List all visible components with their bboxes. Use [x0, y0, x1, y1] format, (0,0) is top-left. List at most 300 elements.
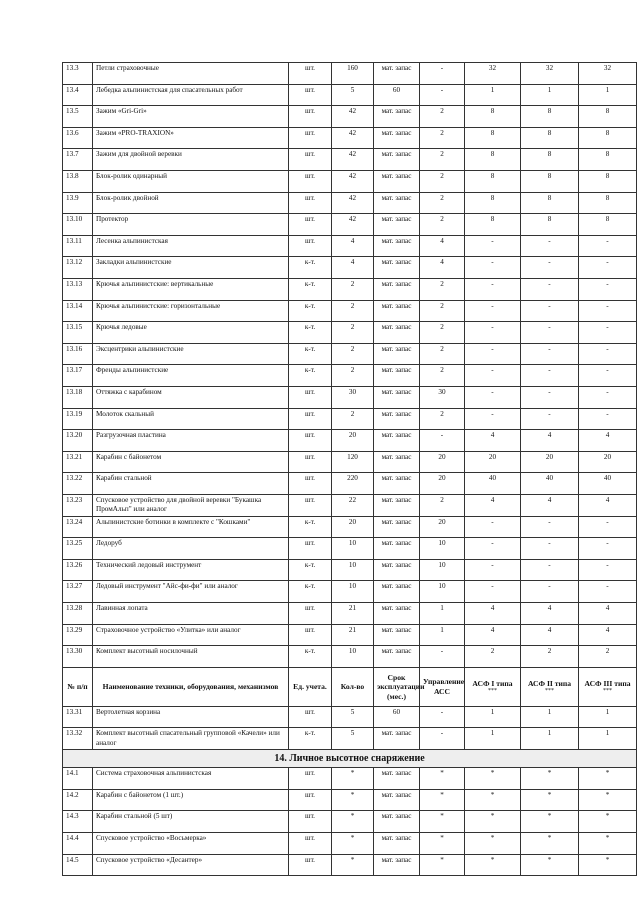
asf2-value: 8	[521, 170, 579, 192]
quantity: *	[332, 811, 374, 833]
header-asf3-stars: ***	[603, 688, 612, 695]
service-term: мат. запас	[374, 127, 420, 149]
header-asf3	[579, 667, 637, 706]
acc-value: *	[420, 811, 465, 833]
table-row	[63, 127, 637, 149]
item-name: Комплект высотный носилочный	[93, 646, 289, 668]
asf1-value: 8	[465, 192, 521, 214]
service-term: мат. запас	[374, 624, 420, 646]
header-asf2-label: АСФ II типа	[527, 678, 572, 688]
asf1-value: 4	[465, 603, 521, 625]
asf2-value: -	[521, 516, 579, 538]
quantity: 22	[332, 494, 374, 516]
item-name: Лесенка альпинистская	[93, 235, 289, 257]
acc-value: -	[420, 646, 465, 668]
unit: шт.	[289, 854, 332, 876]
service-term: мат. запас	[374, 278, 420, 300]
asf3-value: 1	[579, 84, 637, 106]
asf3-value: 8	[579, 170, 637, 192]
header-qty: Кол-во	[332, 667, 374, 706]
asf3-value: -	[579, 386, 637, 408]
item-name: Вертолетная корзина	[93, 706, 289, 728]
table-row	[63, 106, 637, 128]
asf1-value: 8	[465, 149, 521, 171]
asf2-value: -	[521, 365, 579, 387]
asf2-value: -	[521, 559, 579, 581]
asf3-value: -	[579, 278, 637, 300]
acc-value: -	[420, 63, 465, 85]
acc-value: 20	[420, 473, 465, 495]
table-row	[63, 63, 637, 85]
quantity: 2	[332, 343, 374, 365]
service-term: мат. запас	[374, 833, 420, 855]
asf1-value: 2	[465, 646, 521, 668]
item-name: Крючья ледовые	[93, 322, 289, 344]
quantity: 20	[332, 516, 374, 538]
service-term: мат. запас	[374, 149, 420, 171]
asf2-value: -	[521, 322, 579, 344]
acc-value: 1	[420, 603, 465, 625]
acc-value: 10	[420, 559, 465, 581]
asf1-value: 32	[465, 63, 521, 85]
acc-value: 2	[420, 127, 465, 149]
row-number: 13.7	[63, 149, 93, 171]
table-row	[63, 278, 637, 300]
asf2-value: *	[521, 854, 579, 876]
quantity: 42	[332, 192, 374, 214]
asf2-value: *	[521, 811, 579, 833]
asf2-value: *	[521, 833, 579, 855]
asf3-value: 8	[579, 106, 637, 128]
table-row	[63, 789, 637, 811]
quantity: *	[332, 789, 374, 811]
item-name: Блок-ролик одинарный	[93, 170, 289, 192]
service-term: мат. запас	[374, 581, 420, 603]
acc-value: -	[420, 728, 465, 750]
row-number: 14.5	[63, 854, 93, 876]
acc-value: 1	[420, 624, 465, 646]
quantity: 5	[332, 84, 374, 106]
table-row	[63, 646, 637, 668]
table-row	[63, 214, 637, 236]
asf1-value: -	[465, 300, 521, 322]
item-name: Оттяжка с карабином	[93, 386, 289, 408]
service-term: мат. запас	[374, 603, 420, 625]
table-row	[63, 149, 637, 171]
asf3-value: 8	[579, 214, 637, 236]
acc-value: 2	[420, 192, 465, 214]
item-name: Разгрузочная пластина	[93, 430, 289, 452]
table-row	[63, 386, 637, 408]
unit: к-т.	[289, 343, 332, 365]
row-number: 13.11	[63, 235, 93, 257]
asf3-value: 8	[579, 192, 637, 214]
acc-value: 2	[420, 300, 465, 322]
row-number: 14.2	[63, 789, 93, 811]
item-name: Комплект высотный спасательный групповой «Качели» или аналог	[93, 728, 289, 750]
row-number: 13.17	[63, 365, 93, 387]
service-term: мат. запас	[374, 646, 420, 668]
asf3-value: 2	[579, 646, 637, 668]
asf3-value: -	[579, 538, 637, 560]
asf3-value: 1	[579, 728, 637, 750]
quantity: 220	[332, 473, 374, 495]
header-asf2-stars: ***	[545, 688, 554, 695]
asf1-value: 1	[465, 706, 521, 728]
quantity: 42	[332, 106, 374, 128]
quantity: 10	[332, 559, 374, 581]
service-term: мат. запас	[374, 322, 420, 344]
service-term: мат. запас	[374, 257, 420, 279]
service-term: мат. запас	[374, 386, 420, 408]
quantity: 2	[332, 322, 374, 344]
quantity: *	[332, 768, 374, 790]
acc-value: *	[420, 833, 465, 855]
asf3-value: *	[579, 789, 637, 811]
item-name: Технический ледовый инструмент	[93, 559, 289, 581]
quantity: 20	[332, 430, 374, 452]
table-body-section-14	[63, 768, 637, 876]
asf1-value: 8	[465, 214, 521, 236]
acc-value: 20	[420, 451, 465, 473]
asf2-value: 4	[521, 603, 579, 625]
quantity: 21	[332, 624, 374, 646]
row-number: 14.4	[63, 833, 93, 855]
table-body-section-13-cont	[63, 706, 637, 749]
asf2-value: 4	[521, 624, 579, 646]
asf2-value: -	[521, 235, 579, 257]
service-term: 60	[374, 706, 420, 728]
asf1-value: 1	[465, 84, 521, 106]
asf1-value: 4	[465, 624, 521, 646]
asf2-value: 8	[521, 106, 579, 128]
service-term: мат. запас	[374, 214, 420, 236]
acc-value: 2	[420, 278, 465, 300]
asf2-value: 4	[521, 430, 579, 452]
header-asf3-label: АСФ III типа	[584, 678, 631, 688]
item-name: Крючья альпинистские: горизонтальные	[93, 300, 289, 322]
asf2-value: -	[521, 386, 579, 408]
item-name: Страховочное устройство «Улитка» или аналог	[93, 624, 289, 646]
item-name: Спусковое устройство «Восьмерка»	[93, 833, 289, 855]
item-name: Спусковое устройство для двойной веревки "Букашка ПромАльп" или аналог	[93, 494, 289, 516]
unit: шт.	[289, 84, 332, 106]
item-name: Протектор	[93, 214, 289, 236]
asf3-value: 32	[579, 63, 637, 85]
row-number: 13.24	[63, 516, 93, 538]
section-14-heading-group	[63, 750, 637, 768]
asf2-value: 1	[521, 84, 579, 106]
unit: к-т.	[289, 728, 332, 750]
section-14-title: 14. Личное высотное снаряжение	[63, 750, 637, 768]
unit: к-т.	[289, 646, 332, 668]
unit: к-т.	[289, 322, 332, 344]
acc-value: -	[420, 706, 465, 728]
acc-value: 2	[420, 494, 465, 516]
table-row	[63, 559, 637, 581]
quantity: 4	[332, 235, 374, 257]
table-row	[63, 728, 637, 750]
item-name: Эксцентрики альпинистские	[93, 343, 289, 365]
quantity: 2	[332, 300, 374, 322]
unit: к-т.	[289, 278, 332, 300]
unit: шт.	[289, 430, 332, 452]
row-number: 13.20	[63, 430, 93, 452]
table-row	[63, 516, 637, 538]
item-name: Карабин с байонетом (1 шт.)	[93, 789, 289, 811]
unit: шт.	[289, 768, 332, 790]
row-number: 13.29	[63, 624, 93, 646]
table-row	[63, 170, 637, 192]
asf1-value: 40	[465, 473, 521, 495]
acc-value: *	[420, 789, 465, 811]
service-term: мат. запас	[374, 768, 420, 790]
asf3-value: -	[579, 343, 637, 365]
asf3-value: 1	[579, 706, 637, 728]
quantity: 2	[332, 408, 374, 430]
item-name: Ледоруб	[93, 538, 289, 560]
row-number: 13.21	[63, 451, 93, 473]
asf3-value: -	[579, 235, 637, 257]
table-row	[63, 494, 637, 516]
row-number: 13.14	[63, 300, 93, 322]
row-number: 13.4	[63, 84, 93, 106]
unit: шт.	[289, 624, 332, 646]
acc-value: 10	[420, 538, 465, 560]
quantity: 120	[332, 451, 374, 473]
table-row	[63, 768, 637, 790]
asf1-value: -	[465, 343, 521, 365]
header-unit: Ед. учета.	[289, 667, 332, 706]
asf1-value: -	[465, 235, 521, 257]
asf1-value: -	[465, 257, 521, 279]
quantity: 4	[332, 257, 374, 279]
asf3-value: 4	[579, 430, 637, 452]
header-asf2	[521, 667, 579, 706]
row-number: 13.26	[63, 559, 93, 581]
acc-value: 2	[420, 365, 465, 387]
item-name: Крючья альпинистские: вертикальные	[93, 278, 289, 300]
asf3-value: 20	[579, 451, 637, 473]
asf3-value: -	[579, 365, 637, 387]
asf2-value: 8	[521, 149, 579, 171]
asf3-value: -	[579, 559, 637, 581]
row-number: 13.28	[63, 603, 93, 625]
asf3-value: -	[579, 408, 637, 430]
document-page	[62, 62, 636, 876]
header-asf1-label: АСФ I типа	[472, 678, 513, 688]
row-number: 13.12	[63, 257, 93, 279]
table-row	[63, 451, 637, 473]
acc-value: *	[420, 854, 465, 876]
asf1-value: 20	[465, 451, 521, 473]
service-term: мат. запас	[374, 343, 420, 365]
unit: шт.	[289, 63, 332, 85]
asf2-value: 20	[521, 451, 579, 473]
unit: шт.	[289, 603, 332, 625]
asf2-value: -	[521, 278, 579, 300]
acc-value: 2	[420, 149, 465, 171]
quantity: *	[332, 854, 374, 876]
row-number: 13.16	[63, 343, 93, 365]
row-number: 13.9	[63, 192, 93, 214]
asf2-value: 8	[521, 192, 579, 214]
item-name: Блок-ролик двойной	[93, 192, 289, 214]
asf2-value: -	[521, 257, 579, 279]
item-name: Зажим для двойной веревки	[93, 149, 289, 171]
header-asf1-stars: ***	[488, 688, 497, 695]
quantity: 10	[332, 538, 374, 560]
header-acc: Управление АСС	[420, 667, 465, 706]
service-term: мат. запас	[374, 106, 420, 128]
quantity: 21	[332, 603, 374, 625]
service-term: мат. запас	[374, 854, 420, 876]
asf3-value: *	[579, 811, 637, 833]
row-number: 13.5	[63, 106, 93, 128]
item-name: Зажим «Gri-Gri»	[93, 106, 289, 128]
service-term: мат. запас	[374, 300, 420, 322]
unit: шт.	[289, 192, 332, 214]
row-number: 13.27	[63, 581, 93, 603]
acc-value: -	[420, 430, 465, 452]
quantity: *	[332, 833, 374, 855]
row-number: 13.32	[63, 728, 93, 750]
acc-value: 2	[420, 408, 465, 430]
asf1-value: -	[465, 365, 521, 387]
asf1-value: -	[465, 581, 521, 603]
service-term: мат. запас	[374, 559, 420, 581]
row-number: 13.22	[63, 473, 93, 495]
asf2-value: 32	[521, 63, 579, 85]
acc-value: 4	[420, 235, 465, 257]
equipment-table	[62, 62, 637, 876]
asf1-value: -	[465, 322, 521, 344]
item-name: Френды альпинистские	[93, 365, 289, 387]
item-name: Альпинистские ботинки в комплекте с "Кошками"	[93, 516, 289, 538]
unit: к-т.	[289, 516, 332, 538]
asf2-value: -	[521, 538, 579, 560]
unit: шт.	[289, 473, 332, 495]
row-number: 13.23	[63, 494, 93, 516]
table-row	[63, 581, 637, 603]
asf3-value: 8	[579, 127, 637, 149]
item-name: Карабин с байонетом	[93, 451, 289, 473]
item-name: Спусковое устройство «Десантер»	[93, 854, 289, 876]
service-term: мат. запас	[374, 170, 420, 192]
service-term: мат. запас	[374, 811, 420, 833]
asf1-value: -	[465, 559, 521, 581]
row-number: 13.13	[63, 278, 93, 300]
acc-value: 2	[420, 214, 465, 236]
acc-value: 2	[420, 106, 465, 128]
table-row	[63, 257, 637, 279]
asf1-value: 4	[465, 430, 521, 452]
asf1-value: -	[465, 278, 521, 300]
unit: шт.	[289, 789, 332, 811]
unit: шт.	[289, 494, 332, 516]
service-term: мат. запас	[374, 451, 420, 473]
table-header-repeat	[63, 667, 637, 706]
item-name: Лавинная лопата	[93, 603, 289, 625]
table-body-section-13	[63, 63, 637, 668]
service-term: мат. запас	[374, 538, 420, 560]
service-term: мат. запас	[374, 728, 420, 750]
unit: шт.	[289, 833, 332, 855]
service-term: мат. запас	[374, 192, 420, 214]
acc-value: *	[420, 768, 465, 790]
row-number: 13.18	[63, 386, 93, 408]
acc-value: 30	[420, 386, 465, 408]
asf2-value: 2	[521, 646, 579, 668]
unit: шт.	[289, 127, 332, 149]
quantity: 160	[332, 63, 374, 85]
quantity: 5	[332, 728, 374, 750]
asf1-value: 8	[465, 106, 521, 128]
service-term: мат. запас	[374, 473, 420, 495]
asf3-value: -	[579, 516, 637, 538]
header-num: № п/п	[63, 667, 93, 706]
table-row	[63, 343, 637, 365]
unit: к-т.	[289, 300, 332, 322]
asf3-value: -	[579, 300, 637, 322]
table-row	[63, 538, 637, 560]
service-term: мат. запас	[374, 516, 420, 538]
table-row	[63, 235, 637, 257]
row-number: 13.8	[63, 170, 93, 192]
unit: к-т.	[289, 365, 332, 387]
asf1-value: *	[465, 833, 521, 855]
asf1-value: *	[465, 854, 521, 876]
row-number: 13.31	[63, 706, 93, 728]
asf3-value: -	[579, 581, 637, 603]
row-number: 13.19	[63, 408, 93, 430]
asf2-value: 1	[521, 706, 579, 728]
quantity: 42	[332, 127, 374, 149]
table-row	[63, 624, 637, 646]
unit: шт.	[289, 170, 332, 192]
asf3-value: -	[579, 257, 637, 279]
unit: шт.	[289, 214, 332, 236]
item-name: Зажим «PRO-TRAXION»	[93, 127, 289, 149]
unit: шт.	[289, 706, 332, 728]
item-name: Лебедка альпинистская для спасательных работ	[93, 84, 289, 106]
unit: к-т.	[289, 581, 332, 603]
quantity: 10	[332, 581, 374, 603]
asf3-value: *	[579, 854, 637, 876]
row-number: 14.1	[63, 768, 93, 790]
asf3-value: *	[579, 833, 637, 855]
unit: шт.	[289, 106, 332, 128]
acc-value: 2	[420, 170, 465, 192]
table-row	[63, 84, 637, 106]
acc-value: 10	[420, 581, 465, 603]
table-row	[63, 365, 637, 387]
unit: к-т.	[289, 559, 332, 581]
service-term: мат. запас	[374, 430, 420, 452]
row-number: 13.15	[63, 322, 93, 344]
asf3-value: 4	[579, 624, 637, 646]
quantity: 5	[332, 706, 374, 728]
item-name: Система страховочная альпинистская	[93, 768, 289, 790]
table-row	[63, 430, 637, 452]
asf2-value: -	[521, 300, 579, 322]
asf1-value: -	[465, 516, 521, 538]
header-term: Срок эксплуатации (мес.)	[374, 667, 420, 706]
asf2-value: 8	[521, 214, 579, 236]
acc-value: 2	[420, 322, 465, 344]
asf1-value: *	[465, 811, 521, 833]
header-asf1	[465, 667, 521, 706]
